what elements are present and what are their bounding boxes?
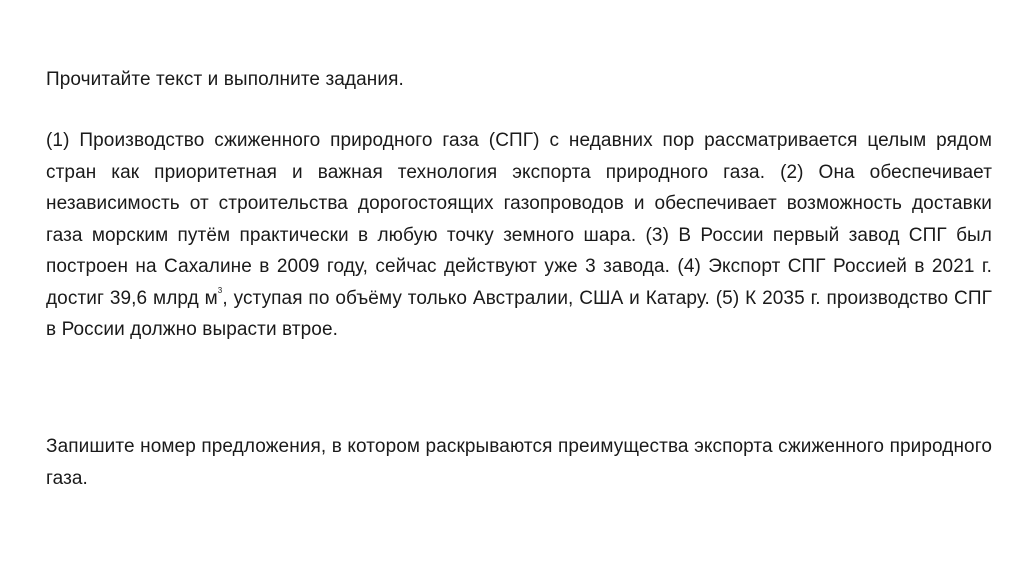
cubic-exponent: 3 <box>217 286 223 296</box>
passage-part-2: , уступая по объёму только Австралии, США и Катару. (5) К 2035 г. производство СПГ в России должно вырасти втрое. <box>46 287 992 340</box>
task-text: Запишите номер предложения, в котором раскрываются преимущества экспорта сжиженного природного газа. <box>46 436 992 489</box>
passage-part-1: (1) Производство сжиженного природного газа (СПГ) с недавних пор рассматривается целым рядом стран как приоритетная и важная технология экспорта природного газа. (2) Она обеспечивает независимость от строительства дорогостоящих газопроводов и обеспечивает возможность доставки газа морским путём практически в любую точку земного шара. (3) В России первый завод СПГ был построен на Сахалине в 2009 году, сейчас действуют уже 3 завода. (4) Экспорт СПГ Россией в 2021 г. достиг 39,6 млрд м <box>46 130 992 309</box>
instruction-text: Прочитайте текст и выполните задания. <box>46 69 404 90</box>
passage-text <box>46 125 992 346</box>
